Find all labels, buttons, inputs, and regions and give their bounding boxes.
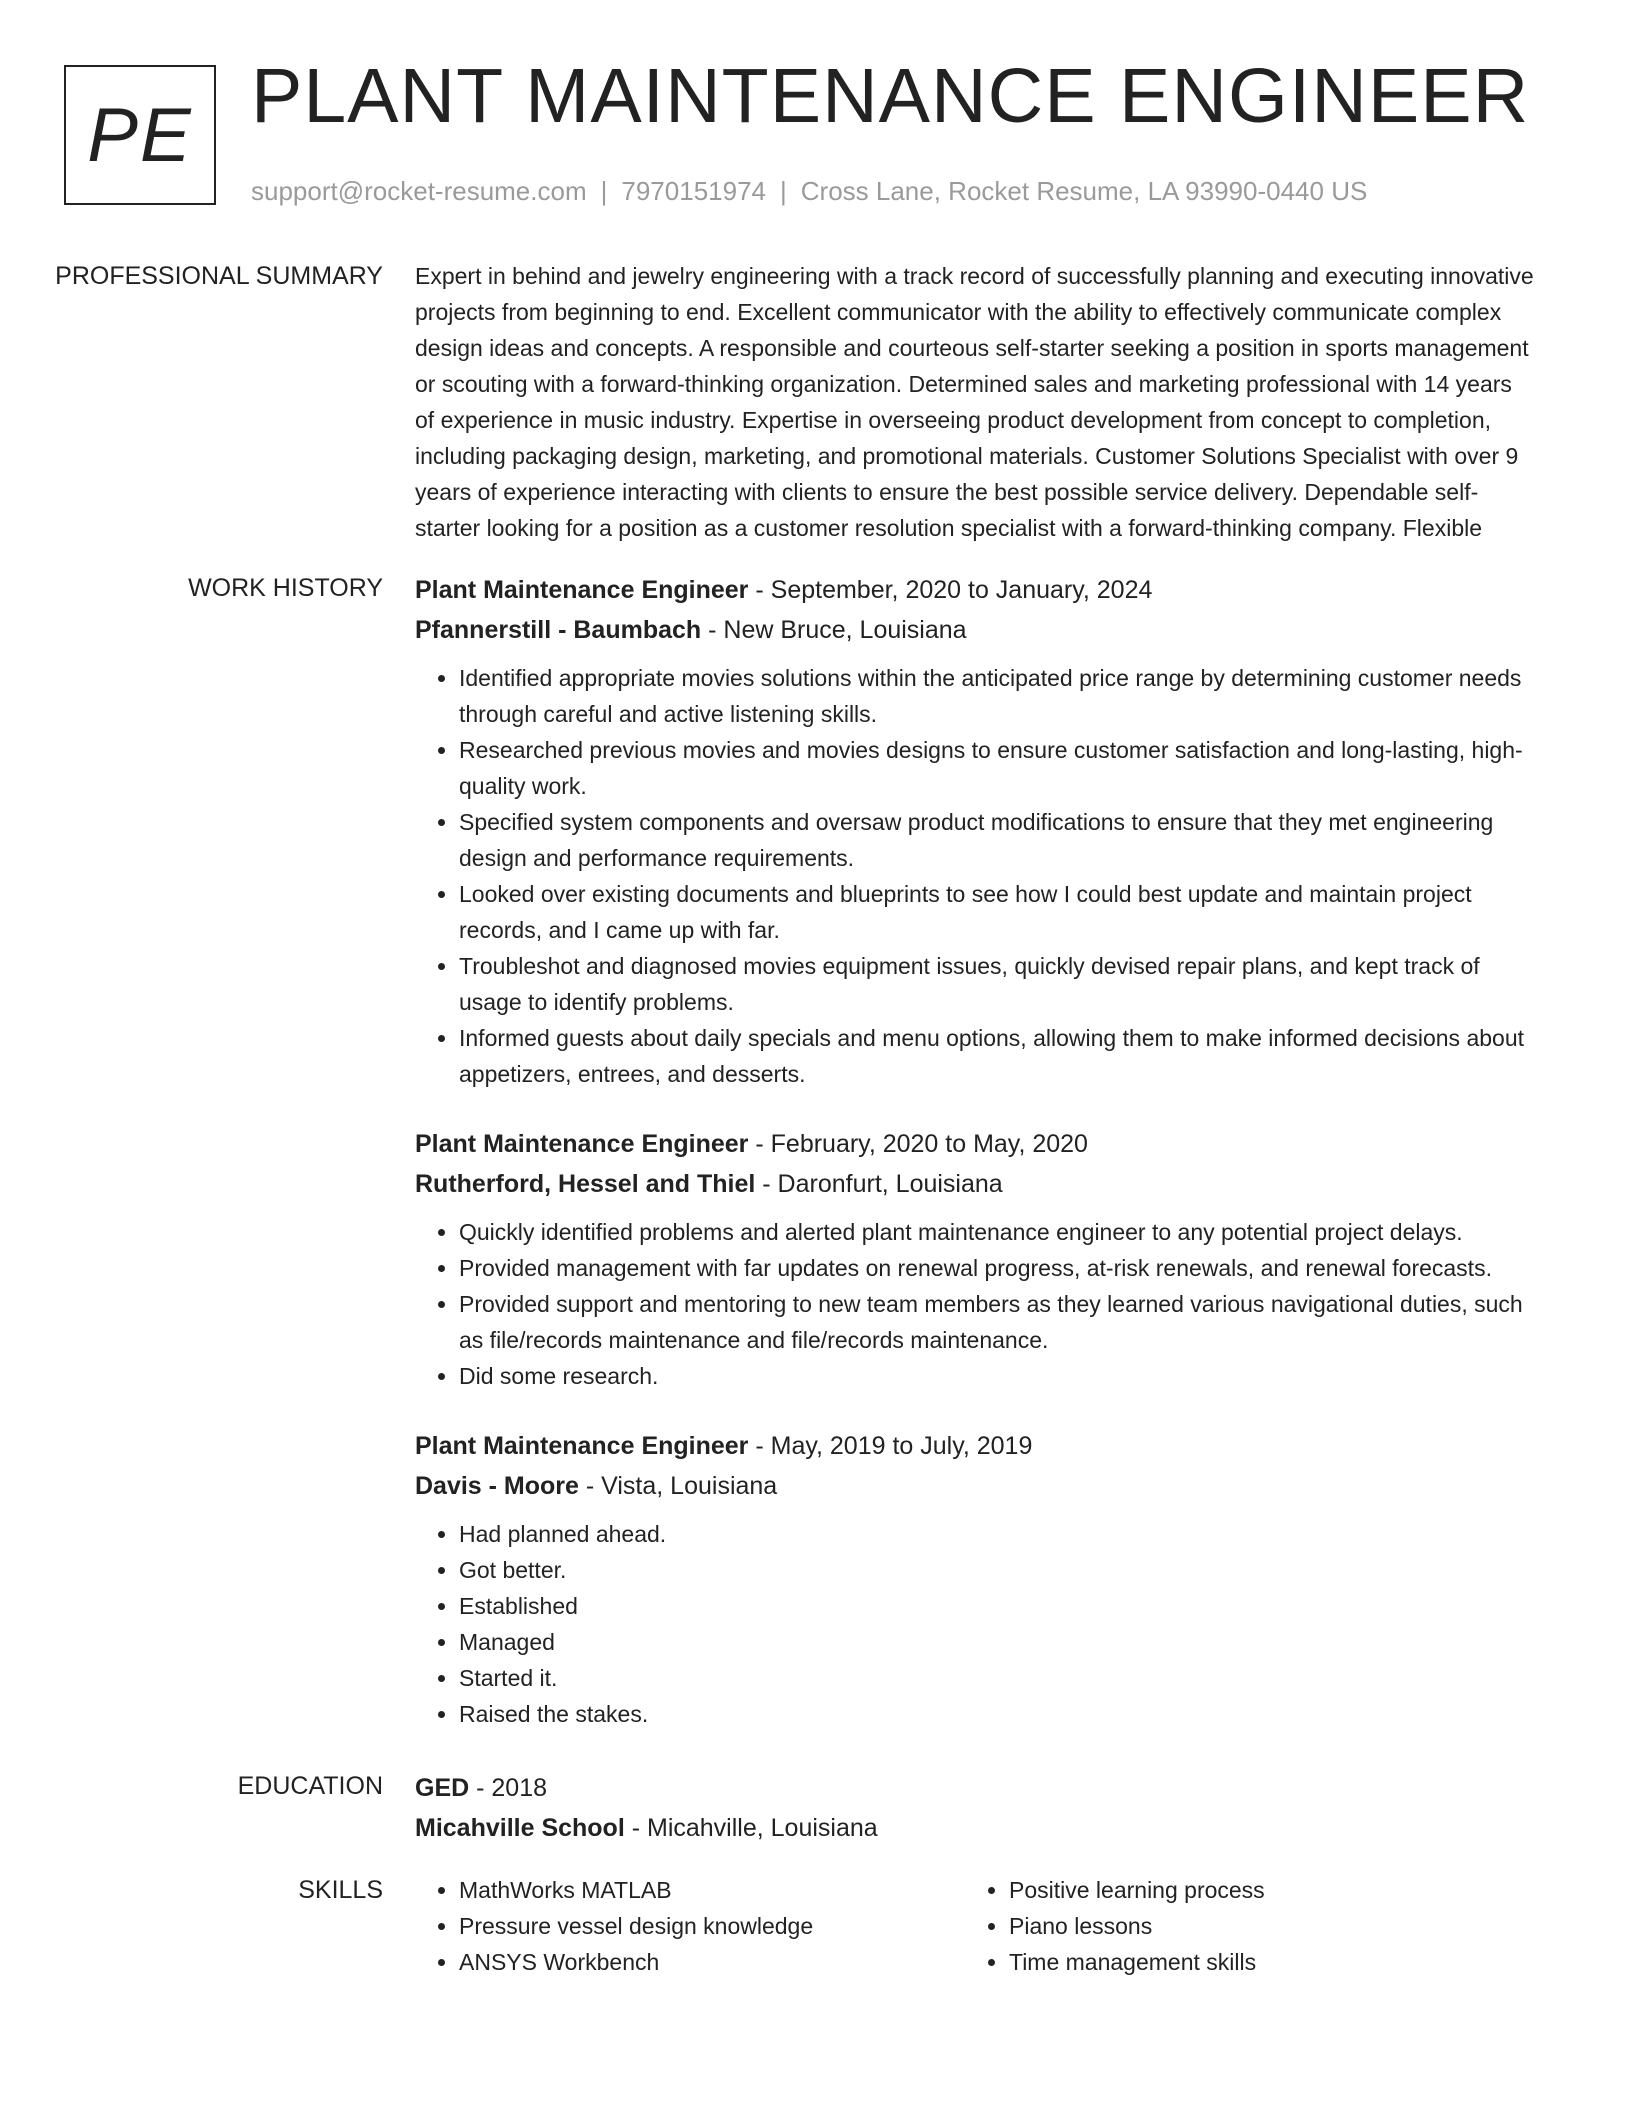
job-title-line	[415, 1426, 1535, 1466]
section-title: WORK HISTORY	[188, 574, 383, 602]
work-history-section	[0, 570, 1632, 1744]
skills-grid	[415, 1872, 1535, 1980]
list-item: • Troubleshot and diagnosed movies equipment issues, quickly devised repair plans, and kept track of usage to identify problems.	[459, 948, 1535, 1020]
skill-item: • MathWorks MATLAB	[459, 1872, 965, 1908]
job-company: Rutherford, Hessel and Thiel	[415, 1170, 756, 1198]
job-dates: - September, 2020 to January, 2024	[748, 576, 1153, 604]
skill-item: • Time management skills	[1009, 1944, 1515, 1980]
job-entry	[415, 1426, 1535, 1732]
list-item: • Had planned ahead.	[459, 1516, 1535, 1552]
education-school: Micahville School	[415, 1814, 625, 1842]
contact-address: Cross Lane, Rocket Resume, LA 93990-0440 US	[800, 176, 1368, 206]
contact-line	[251, 176, 1367, 207]
job-company: Pfannerstill - Baumbach	[415, 616, 702, 644]
list-item: • Specified system components and oversaw product modifications to ensure that they met engineering design and performance requirements.	[459, 804, 1535, 876]
list-item: • Informed guests about daily specials and menu options, allowing them to make informed decisions about appetizers, entrees, and desserts.	[459, 1020, 1535, 1092]
list-item: • Established	[459, 1588, 1535, 1624]
job-entry	[415, 570, 1535, 1092]
job-title-line	[415, 1124, 1535, 1164]
contact-phone[interactable]: 7970151974	[621, 176, 766, 206]
contact-email[interactable]: support@rocket-resume.com	[251, 176, 587, 206]
list-item: • Started it.	[459, 1660, 1535, 1696]
education-year: - 2018	[469, 1774, 548, 1802]
list-item: • Did some research.	[459, 1358, 1535, 1394]
job-role: Plant Maintenance Engineer	[415, 1130, 749, 1158]
job-role: Plant Maintenance Engineer	[415, 1432, 749, 1460]
job-company-line	[415, 1466, 1535, 1506]
job-bullets	[415, 1516, 1535, 1732]
summary-text: Expert in behind and jewelry engineering with a track record of successfully planning and executing innovative projects from beginning to end. Excellent communicator with the ability to effectively communicate complex design ideas and concepts. A responsible and courteous self-starter seeking a position in sports management or scouting with a forward-thinking organization. Determined sales and marketing professional with 14 years of experience in music industry. Expertise in overseeing product development from concept to completion, including packaging design, marketing, and promotional materials. Customer Solutions Specialist with over 9 years of experience interacting with clients to ensure the best possible service delivery. Dependable self-starter looking for a position as a customer resolution specialist with a forward-thinking company. Flexible	[415, 263, 1534, 541]
section-title: SKILLS	[298, 1876, 383, 1904]
job-role: Plant Maintenance Engineer	[415, 576, 749, 604]
education-school-line	[415, 1808, 1535, 1848]
list-item: • Managed	[459, 1624, 1535, 1660]
page-title: PLANT MAINTENANCE ENGINEER	[251, 53, 1530, 139]
job-bullets	[415, 660, 1535, 1092]
list-item: • Provided support and mentoring to new team members as they learned various navigational duties, such as file/records maintenance and file/records maintenance.	[459, 1286, 1535, 1358]
job-title-line	[415, 570, 1535, 610]
resume-body	[0, 258, 1632, 2004]
monogram: PE	[64, 65, 216, 205]
list-item: • Provided management with far updates on renewal progress, at-risk renewals, and renewal forecasts.	[459, 1250, 1535, 1286]
skills-column-right	[965, 1872, 1515, 1980]
skill-item: • Pressure vessel design knowledge	[459, 1908, 965, 1944]
list-item: • Got better.	[459, 1552, 1535, 1588]
job-company-line	[415, 610, 1535, 650]
job-location: - Vista, Louisiana	[578, 1472, 778, 1500]
skills-section	[0, 1872, 1632, 1980]
list-item: • Looked over existing documents and blueprints to see how I could best update and maintain project records, and I came up with far.	[459, 876, 1535, 948]
education-location: - Micahville, Louisiana	[624, 1814, 878, 1842]
job-dates: - May, 2019 to July, 2019	[748, 1432, 1033, 1460]
summary-section	[0, 258, 1632, 546]
contact-separator: |	[780, 176, 787, 206]
section-title: EDUCATION	[237, 1772, 383, 1800]
list-item: • Raised the stakes.	[459, 1696, 1535, 1732]
skill-item: • Piano lessons	[1009, 1908, 1515, 1944]
job-company-line	[415, 1164, 1535, 1204]
skill-item: • ANSYS Workbench	[459, 1944, 965, 1980]
job-location: - New Bruce, Louisiana	[701, 616, 967, 644]
list-item: • Researched previous movies and movies designs to ensure customer satisfaction and long-lasting, high-quality work.	[459, 732, 1535, 804]
skill-item: • Positive learning process	[1009, 1872, 1515, 1908]
education-degree: GED	[415, 1774, 470, 1802]
job-entry	[415, 1124, 1535, 1394]
section-title: PROFESSIONAL SUMMARY	[55, 262, 383, 290]
contact-separator: |	[600, 176, 608, 206]
list-item: • Identified appropriate movies solutions within the anticipated price range by determining customer needs through careful and active listening skills.	[459, 660, 1535, 732]
skills-column-left	[415, 1872, 965, 1980]
job-company: Davis - Moore	[415, 1472, 579, 1500]
job-dates: - February, 2020 to May, 2020	[748, 1130, 1088, 1158]
list-item: • Quickly identified problems and alerted plant maintenance engineer to any potential project delays.	[459, 1214, 1535, 1250]
job-location: - Daronfurt, Louisiana	[755, 1170, 1003, 1198]
job-list	[415, 570, 1535, 1744]
education-section	[0, 1768, 1632, 1848]
education-degree-line	[415, 1768, 1535, 1808]
job-bullets	[415, 1214, 1535, 1394]
